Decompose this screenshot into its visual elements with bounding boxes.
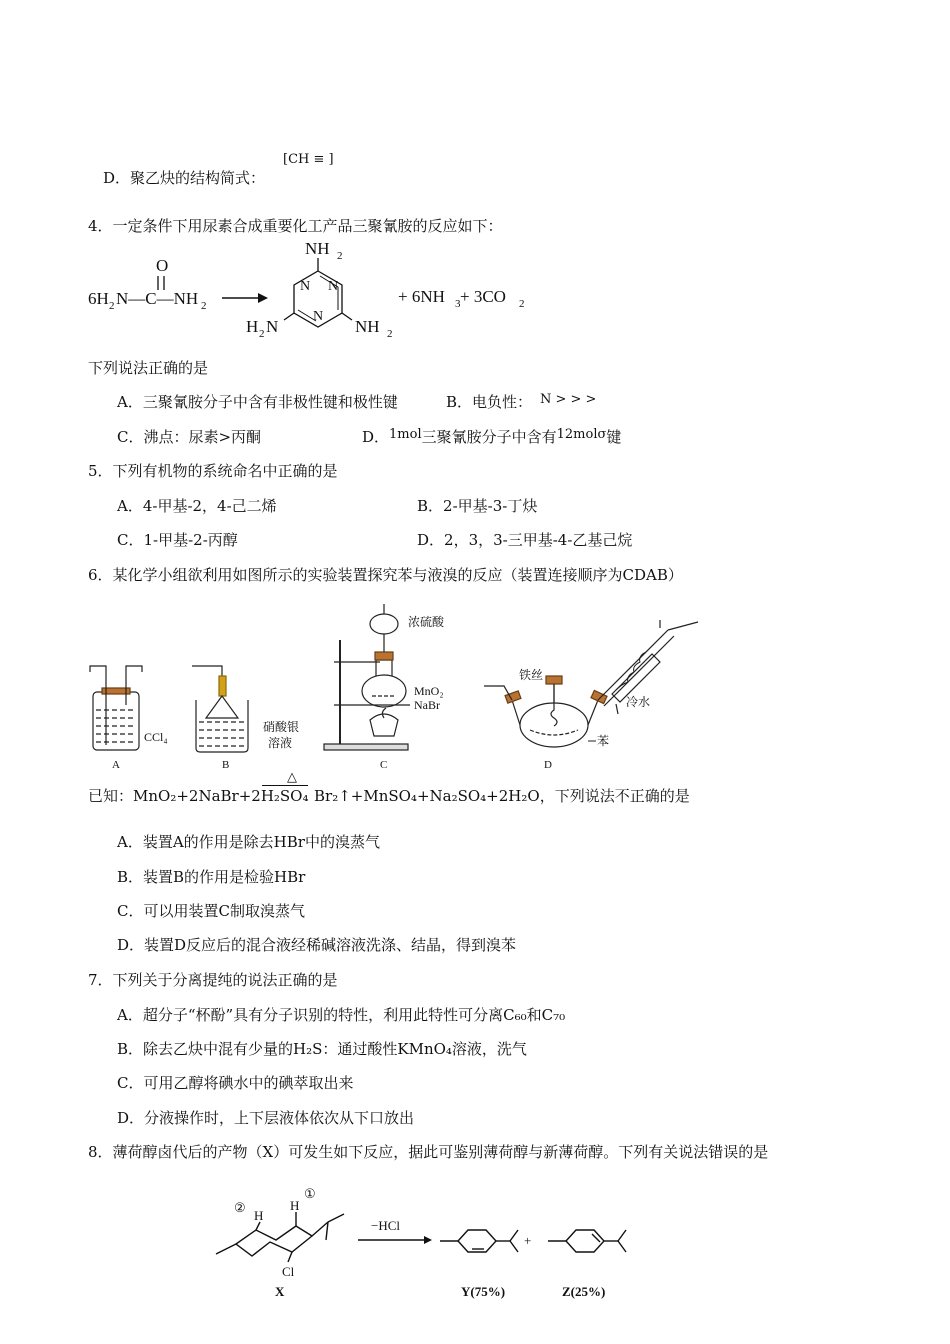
q8-plus: + <box>524 1233 532 1248</box>
q8-stem: 8．薄荷醇卤代后的产物（X）可发生如下反应，据此可鉴别薄荷醇与新薄荷醇。下列有关说法错误的是 <box>88 1143 769 1161</box>
q7-option-a: A．超分子“杯酚”具有分子识别的特性，利用此特性可分离C₆₀和C₇₀ <box>117 1006 566 1024</box>
q3-option-d-text: D．聚乙炔的结构简式： <box>103 169 266 187</box>
svg-text:2: 2 <box>387 328 393 340</box>
q7-option-d: D．分液操作时，上下层液体依次从下口放出 <box>117 1109 415 1127</box>
q6-known-suffix: Br₂↑+MnSO₄+Na₂SO₄+2H₂O，下列说法不正确的是 <box>314 787 690 805</box>
q4-option-b-formula: N > > > <box>540 392 597 407</box>
q6-known-prefix: 已知：MnO₂+2NaBr+2H₂SO₄ <box>88 787 309 805</box>
x-circled-2: ② <box>234 1200 246 1215</box>
q4-option-d-prefix: D． <box>362 428 390 446</box>
q4-urea-coef: 6H <box>88 289 109 308</box>
q5-option-a: A．4-甲基-2，4-己二烯 <box>117 497 277 515</box>
q6-stem: 6．某化学小组欲利用如图所示的实验装置探究苯与液溴的反应（装置连接顺序为CDAB） <box>88 566 683 584</box>
q4-option-a: A．三聚氰胺分子中含有非极性键和极性键 <box>117 393 398 411</box>
q7-option-b: B．除去乙炔中混有少量的H₂S：通过酸性KMnO₄溶液，洗气 <box>117 1040 527 1058</box>
q5-option-b: B．2-甲基-3-丁炔 <box>417 497 538 515</box>
label-x: X <box>275 1284 285 1299</box>
q4-products-nh3: + 6NH <box>398 287 445 306</box>
label-z: Z(25%) <box>562 1284 606 1299</box>
svg-text:3: 3 <box>455 298 461 310</box>
q4-option-d-end: 键 <box>606 428 622 446</box>
q4-urea-oxygen: O <box>156 256 169 275</box>
svg-text:2: 2 <box>519 298 525 310</box>
molecule-x-ring <box>236 1226 312 1256</box>
svg-text:2: 2 <box>337 250 343 262</box>
q4-option-d-1mol: 1mol <box>389 427 422 442</box>
label-y: Y(75%) <box>461 1284 506 1299</box>
q6-option-d: D．装置D反应后的混合液经稀碱溶液洗涤、结晶，得到溴苯 <box>117 936 517 954</box>
x-cl: Cl <box>282 1264 295 1279</box>
label-mno2: MnO₂ <box>414 684 444 698</box>
label-c: C <box>380 759 388 771</box>
label-water: 冷水 <box>626 695 651 709</box>
label-d: D <box>544 759 552 771</box>
x-h-2: H <box>254 1208 264 1223</box>
q4-h2n-left: H <box>246 317 259 336</box>
x-circled-1: ① <box>304 1186 316 1201</box>
q5-stem: 5．下列有机物的系统命名中正确的是 <box>88 462 338 480</box>
q4-nh2-top: NH <box>305 239 330 258</box>
label-iron: 铁丝 <box>519 668 544 682</box>
q6-option-b: B．装置B的作用是检验HBr <box>117 868 306 886</box>
label-agno3-1: 硝酸银 <box>263 720 300 734</box>
q6-option-c: C．可以用装置C制取溴蒸气 <box>117 902 305 920</box>
q6-option-a: A．装置A的作用是除去HBr中的溴蒸气 <box>117 833 380 851</box>
q4-ask: 下列说法正确的是 <box>88 359 209 377</box>
q4-products-co2: + 3CO <box>460 287 506 306</box>
q7-option-c: C．可用乙醇将碘水中的碘萃取出来 <box>117 1074 354 1092</box>
label-nabr: NaBr <box>414 698 440 712</box>
q7-stem: 7．下列关于分离提纯的说法正确的是 <box>88 971 338 989</box>
q4-option-d-12mol: 12molσ <box>556 427 607 442</box>
q8-reagent: −HCl <box>371 1218 401 1233</box>
svg-text:N: N <box>266 317 279 336</box>
label-b: B <box>222 759 230 771</box>
q4-ring-n2: N <box>328 279 339 294</box>
label-ccl4: CCl₄ <box>144 730 168 744</box>
q4-stem: 4．一定条件下用尿素合成重要化工产品三聚氰胺的反应如下： <box>88 217 503 235</box>
q4-ring-n3: N <box>313 309 324 324</box>
q5-option-d: D．2，3，3-三甲基-4-乙基己烷 <box>417 531 633 549</box>
q4-nh2-right: NH <box>355 317 380 336</box>
label-h2so4: 浓硫酸 <box>408 615 445 629</box>
q6-known-heat: △ <box>287 770 297 785</box>
q4-option-b: B．电负性： <box>446 393 533 411</box>
x-h-1: H <box>290 1198 300 1213</box>
svg-text:2: 2 <box>259 328 265 340</box>
q4-option-c: C．沸点：尿素>丙酮 <box>117 428 262 446</box>
label-a: A <box>112 759 120 771</box>
q5-option-c: C．1-甲基-2-丙醇 <box>117 531 238 549</box>
label-benzene: 苯 <box>597 734 610 748</box>
q4-option-d-mid: 三聚氰胺分子中含有 <box>421 428 557 446</box>
q4-urea-body: N—C—NH <box>116 289 199 308</box>
q3-option-d-formula: [CH ≡ ] <box>283 152 334 167</box>
q4-urea-sub: 2 <box>109 300 115 312</box>
label-agno3-2: 溶液 <box>268 736 293 750</box>
q4-ring-n1: N <box>300 279 311 294</box>
q4-urea-sub2: 2 <box>201 300 207 312</box>
